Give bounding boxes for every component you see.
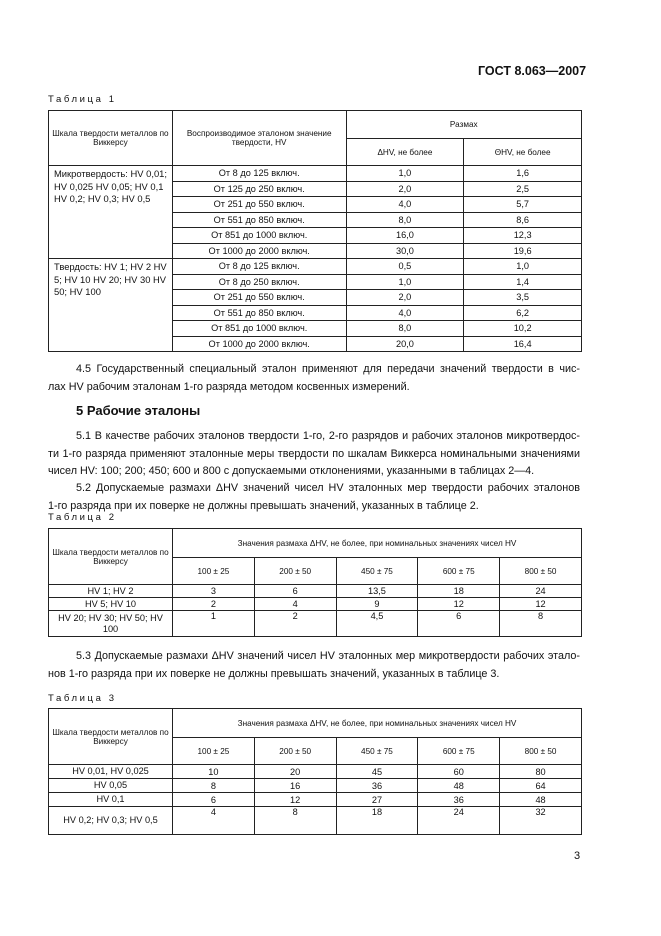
table-cell: 4 bbox=[173, 807, 255, 835]
table-cell: 2 bbox=[173, 598, 255, 611]
row-scale: HV 0,01, HV 0,025 bbox=[49, 765, 173, 779]
section-5-title: 5 Рабочие эталоны bbox=[76, 403, 201, 418]
table-cell: От 8 до 250 включ. bbox=[172, 274, 346, 290]
row-scale: HV 20; HV 30; HV 50; HV 100 bbox=[49, 611, 173, 637]
table-cell: 36 bbox=[336, 779, 418, 793]
table1-header-spread: Размах bbox=[346, 111, 581, 139]
table-cell: 8 bbox=[254, 807, 336, 835]
table-cell: От 1000 до 2000 включ. bbox=[172, 243, 346, 259]
table-cell: 32 bbox=[500, 807, 582, 835]
table-cell: 8 bbox=[173, 779, 255, 793]
table1-header-scale: Шкала твердости металлов по Виккерсу bbox=[49, 111, 173, 166]
table-cell: 45 bbox=[336, 765, 418, 779]
table-cell: От 1000 до 2000 включ. bbox=[172, 336, 346, 352]
table-row bbox=[49, 598, 582, 611]
table2-header-spread: Значения размаха ΔHV, не более, при номинальных значениях чисел HV bbox=[173, 529, 582, 558]
table-cell: 8,0 bbox=[346, 321, 464, 337]
table-cell: От 8 до 125 включ. bbox=[172, 166, 346, 182]
paragraph-4-5: 4.5 Государственный специальный эталон применяют для передачи значений твердости в чис- лах HV рабочим эталонам 1-го разряда методом косвенных измерений. bbox=[48, 363, 580, 393]
table-cell: 2 bbox=[254, 611, 336, 637]
table-cell: От 125 до 250 включ. bbox=[172, 181, 346, 197]
table-cell: 12 bbox=[254, 793, 336, 807]
page-number: 3 bbox=[574, 850, 581, 862]
table-cell: 1 bbox=[173, 611, 255, 637]
table-cell: 16 bbox=[254, 779, 336, 793]
table-row bbox=[49, 259, 582, 275]
table-cell: 12 bbox=[500, 598, 582, 611]
table-cell: 16,4 bbox=[464, 336, 582, 352]
table-cell: От 8 до 125 включ. bbox=[172, 259, 346, 275]
column-header: 200 ± 50 bbox=[254, 738, 336, 765]
column-header: 800 ± 50 bbox=[500, 738, 582, 765]
table-cell: От 551 до 850 включ. bbox=[172, 212, 346, 228]
table1 bbox=[48, 110, 582, 352]
table-cell: 48 bbox=[500, 793, 582, 807]
table-cell: 1,4 bbox=[464, 274, 582, 290]
row-scale: HV 1; HV 2 bbox=[49, 585, 173, 598]
table1-header-theta: ΘHV, не более bbox=[464, 139, 582, 166]
column-header: 200 ± 50 bbox=[254, 558, 336, 585]
table-cell: 12,3 bbox=[464, 228, 582, 244]
table2 bbox=[48, 528, 582, 637]
table-cell: 36 bbox=[418, 793, 500, 807]
table-row bbox=[49, 585, 582, 598]
table-cell: 48 bbox=[418, 779, 500, 793]
column-header: 100 ± 25 bbox=[173, 558, 255, 585]
table-row bbox=[49, 765, 582, 779]
table-row bbox=[49, 793, 582, 807]
table-cell: 1,0 bbox=[346, 274, 464, 290]
table1-header-value: Воспроизводимое эталоном значение твердости, HV bbox=[172, 111, 346, 166]
table-cell: 8,0 bbox=[346, 212, 464, 228]
table1-header-delta: ΔHV, не более bbox=[346, 139, 464, 166]
column-header: 450 ± 75 bbox=[336, 558, 418, 585]
table2-caption: Таблица 2 bbox=[48, 512, 117, 523]
table-row bbox=[49, 166, 582, 182]
table-cell: От 551 до 850 включ. bbox=[172, 305, 346, 321]
table-cell: 0,5 bbox=[346, 259, 464, 275]
table-row bbox=[49, 807, 582, 835]
table-cell: 24 bbox=[500, 585, 582, 598]
table1-caption: Таблица 1 bbox=[48, 94, 117, 105]
table-cell: 9 bbox=[336, 598, 418, 611]
table-cell: 10,2 bbox=[464, 321, 582, 337]
row-scale: HV 0,1 bbox=[49, 793, 173, 807]
row-scale: HV 0,05 bbox=[49, 779, 173, 793]
table-cell: 1,6 bbox=[464, 166, 582, 182]
paragraph-5-2: 5.2 Допускаемые размахи ΔHV значений чисел HV эталонных мер твердости рабочих эталонов 1-го разряда при их поверке не должны превышать значений, указанных в таблице 2. bbox=[48, 482, 580, 512]
table-cell: 18 bbox=[336, 807, 418, 835]
table-cell: 80 bbox=[500, 765, 582, 779]
table-cell: 6 bbox=[418, 611, 500, 637]
table-cell: 24 bbox=[418, 807, 500, 835]
table-cell: 2,0 bbox=[346, 181, 464, 197]
table-cell: 6,2 bbox=[464, 305, 582, 321]
table-cell: От 851 до 1000 включ. bbox=[172, 321, 346, 337]
paragraph-5-3: 5.3 Допускаемые размахи ΔHV значений чисел HV эталонных мер микротвердости рабочих этало- нов 1-го разряда при их поверке не должны превышать значений, указанных в таблице 3. bbox=[48, 650, 580, 680]
column-header: 600 ± 75 bbox=[418, 558, 500, 585]
table-cell: 12 bbox=[418, 598, 500, 611]
table-cell: От 251 до 550 включ. bbox=[172, 290, 346, 306]
column-header: 800 ± 50 bbox=[500, 558, 582, 585]
table-cell: 2,0 bbox=[346, 290, 464, 306]
table3-header-scale: Шкала твердости металлов по Виккерсу bbox=[49, 709, 173, 765]
table-cell: От 851 до 1000 включ. bbox=[172, 228, 346, 244]
table-cell: 4 bbox=[254, 598, 336, 611]
table-cell: 3,5 bbox=[464, 290, 582, 306]
table2-header-scale: Шкала твердости металлов по Виккерсу bbox=[49, 529, 173, 585]
document-code: ГОСТ 8.063—2007 bbox=[478, 64, 587, 78]
table-cell: 20,0 bbox=[346, 336, 464, 352]
column-header: 600 ± 75 bbox=[418, 738, 500, 765]
table-cell: 16,0 bbox=[346, 228, 464, 244]
table-cell: 13,5 bbox=[336, 585, 418, 598]
table1-group-label: Микротвердость: HV 0,01; HV 0,025 HV 0,05; HV 0,1 HV 0,2; HV 0,3; HV 0,5 bbox=[49, 166, 173, 259]
table-cell: 27 bbox=[336, 793, 418, 807]
table-cell: 6 bbox=[173, 793, 255, 807]
table-cell: 4,5 bbox=[336, 611, 418, 637]
table-cell: 2,5 bbox=[464, 181, 582, 197]
table-cell: 1,0 bbox=[346, 166, 464, 182]
column-header: 450 ± 75 bbox=[336, 738, 418, 765]
table3 bbox=[48, 708, 582, 835]
row-scale: HV 0,2; HV 0,3; HV 0,5 bbox=[49, 807, 173, 835]
table-cell: 4,0 bbox=[346, 305, 464, 321]
column-header: 100 ± 25 bbox=[173, 738, 255, 765]
table-row bbox=[49, 779, 582, 793]
table-row bbox=[49, 611, 582, 637]
table-cell: 4,0 bbox=[346, 197, 464, 213]
table-cell: 8 bbox=[500, 611, 582, 637]
table-cell: От 251 до 550 включ. bbox=[172, 197, 346, 213]
table-cell: 3 bbox=[173, 585, 255, 598]
table-cell: 30,0 bbox=[346, 243, 464, 259]
table-cell: 5,7 bbox=[464, 197, 582, 213]
table3-caption: Таблица 3 bbox=[48, 693, 117, 704]
table-cell: 6 bbox=[254, 585, 336, 598]
table3-header-spread: Значения размаха ΔHV, не более, при номинальных значениях чисел HV bbox=[173, 709, 582, 738]
paragraph-5-1: 5.1 В качестве рабочих эталонов твердости 1-го, 2-го разрядов и рабочих эталонов микротвердос- ти 1-го разряда применяют эталонные меры твердости по шкалам Виккерса номинальными значениями чисел HV: 100; 200; 450; 600 и 800 с допускаемыми отклонениями, указанными в таблицах 2—4. bbox=[48, 430, 580, 477]
table-cell: 60 bbox=[418, 765, 500, 779]
table-cell: 10 bbox=[173, 765, 255, 779]
table-cell: 19,6 bbox=[464, 243, 582, 259]
table-cell: 1,0 bbox=[464, 259, 582, 275]
table-cell: 18 bbox=[418, 585, 500, 598]
table-cell: 8,6 bbox=[464, 212, 582, 228]
row-scale: HV 5; HV 10 bbox=[49, 598, 173, 611]
table-cell: 64 bbox=[500, 779, 582, 793]
table-cell: 20 bbox=[254, 765, 336, 779]
table1-group-label: Твердость: HV 1; HV 2 HV 5; HV 10 HV 20; HV 30 HV 50; HV 100 bbox=[49, 259, 173, 352]
